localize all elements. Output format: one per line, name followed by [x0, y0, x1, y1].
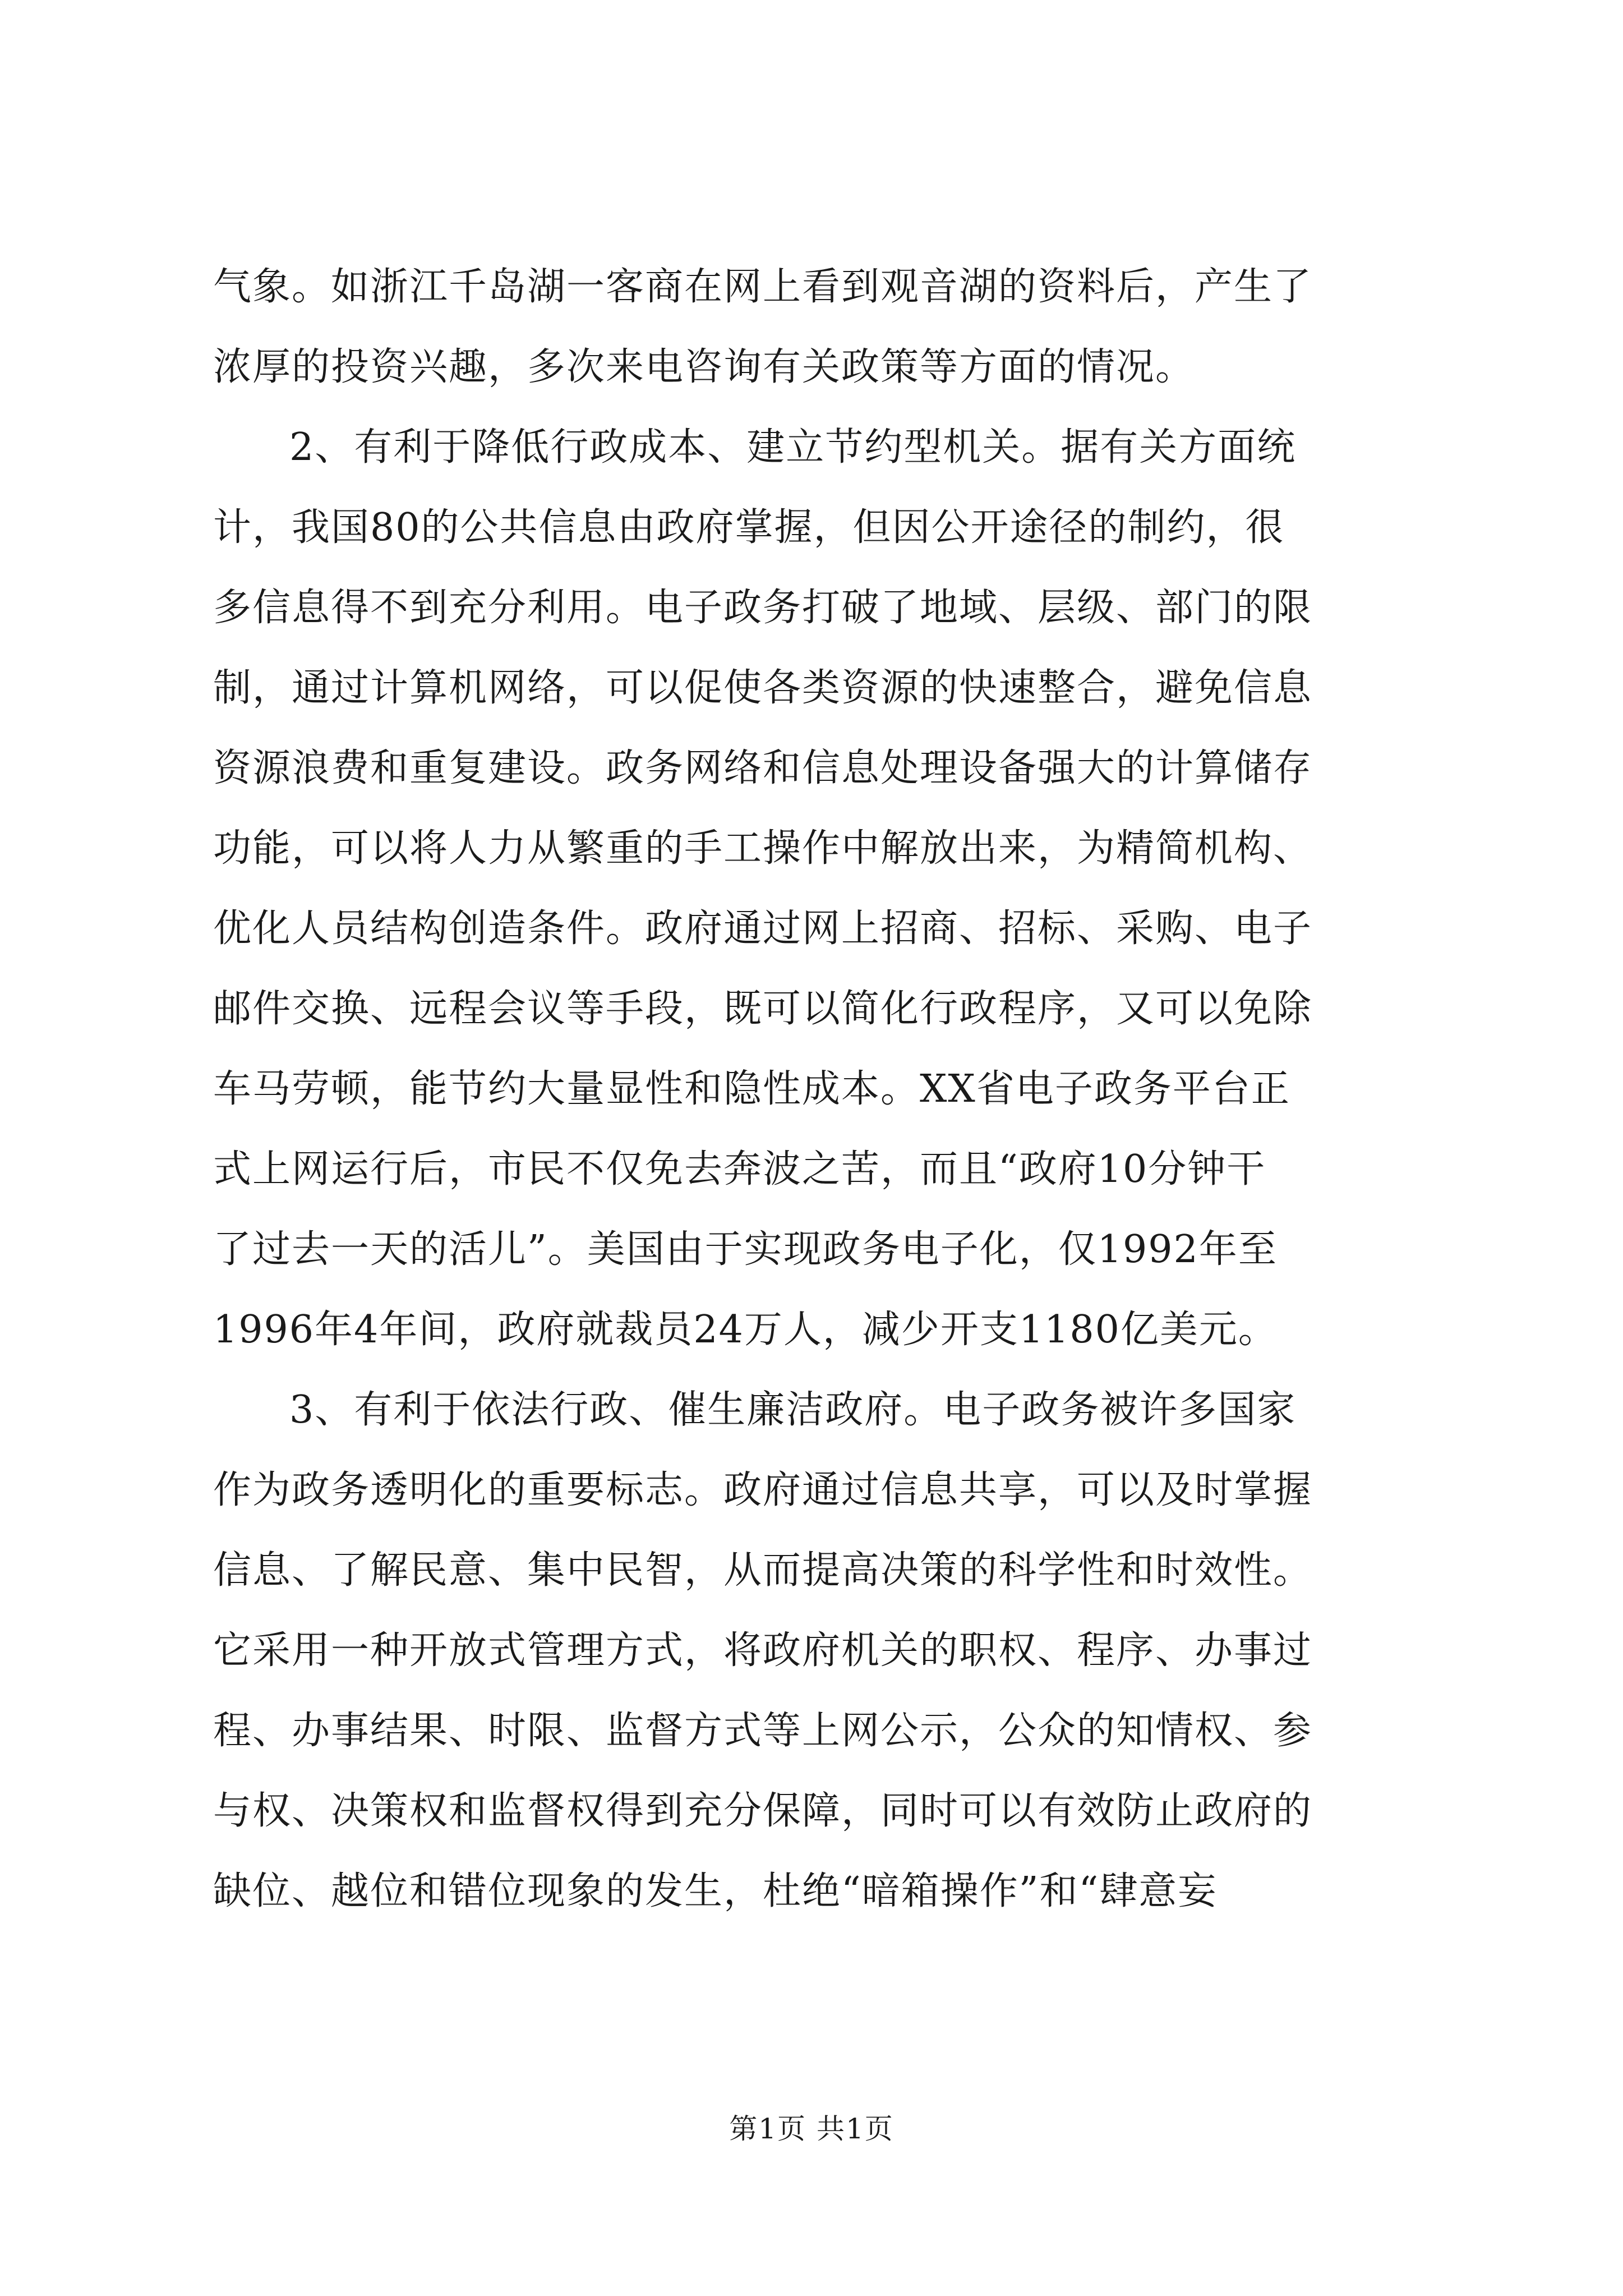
text-line: 计，我国80的公共信息由政府掌握，但因公开途径的制约，很: [213, 505, 1285, 550]
page-footer: [0, 2109, 1623, 2148]
text-line: 功能，可以将人力从繁重的手工操作中解放出来，为精简机构、: [213, 826, 1313, 871]
text-line: 了过去一天的活儿”。美国由于实现政务电子化，仅1992年至: [213, 1227, 1278, 1272]
text-line: 程、办事结果、时限、监督方式等上网公示，公众的知情权、参: [213, 1709, 1313, 1753]
text-line: 邮件交换、远程会议等手段，既可以简化行政程序，又可以免除: [213, 987, 1313, 1031]
text-line: 缺位、越位和错位现象的发生，杜绝“暗箱操作”和“肆意妄: [213, 1869, 1218, 1913]
text-line: 优化人员结构创造条件。政府通过网上招商、招标、采购、电子: [213, 907, 1313, 951]
document-body: [213, 247, 1430, 1931]
text-line: 浓厚的投资兴趣，多次来电咨询有关政策等方面的情况。: [213, 345, 1195, 389]
paragraph-first-line: 2、有利于降低行政成本、建立节约型机关。据有关方面统: [289, 425, 1297, 470]
text-line: 式上网运行后，市民不仅免去奔波之苦，而且“政府10分钟干: [213, 1147, 1266, 1191]
text-line: 多信息得不到充分利用。电子政务打破了地域、层级、部门的限: [213, 586, 1313, 630]
text-line: 1996年4年间，政府就裁员24万人，减少开支1180亿美元。: [213, 1308, 1278, 1352]
text-line: 作为政务透明化的重要标志。政府通过信息共享，可以及时掌握: [213, 1468, 1313, 1512]
text-line: 它采用一种开放式管理方式，将政府机关的职权、程序、办事过: [213, 1628, 1313, 1673]
paragraph-first-line: 3、有利于依法行政、催生廉洁政府。电子政务被许多国家: [289, 1388, 1297, 1432]
text-line: 车马劳顿，能节约大量显性和隐性成本。XX省电子政务平台正: [213, 1067, 1290, 1111]
text-line: 与权、决策权和监督权得到充分保障，同时可以有效防止政府的: [213, 1789, 1313, 1833]
text-line: 资源浪费和重复建设。政务网络和信息处理设备强大的计算储存: [213, 746, 1313, 790]
text-line: 气象。如浙江千岛湖一客商在网上看到观音湖的资料后，产生了: [213, 265, 1313, 309]
page-number-label: 第1页 共1页: [729, 2113, 894, 2145]
text-line: 制，通过计算机网络，可以促使各类资源的快速整合，避免信息: [213, 666, 1313, 710]
text-line: 信息、了解民意、集中民智，从而提高决策的科学性和时效性。: [213, 1548, 1313, 1593]
